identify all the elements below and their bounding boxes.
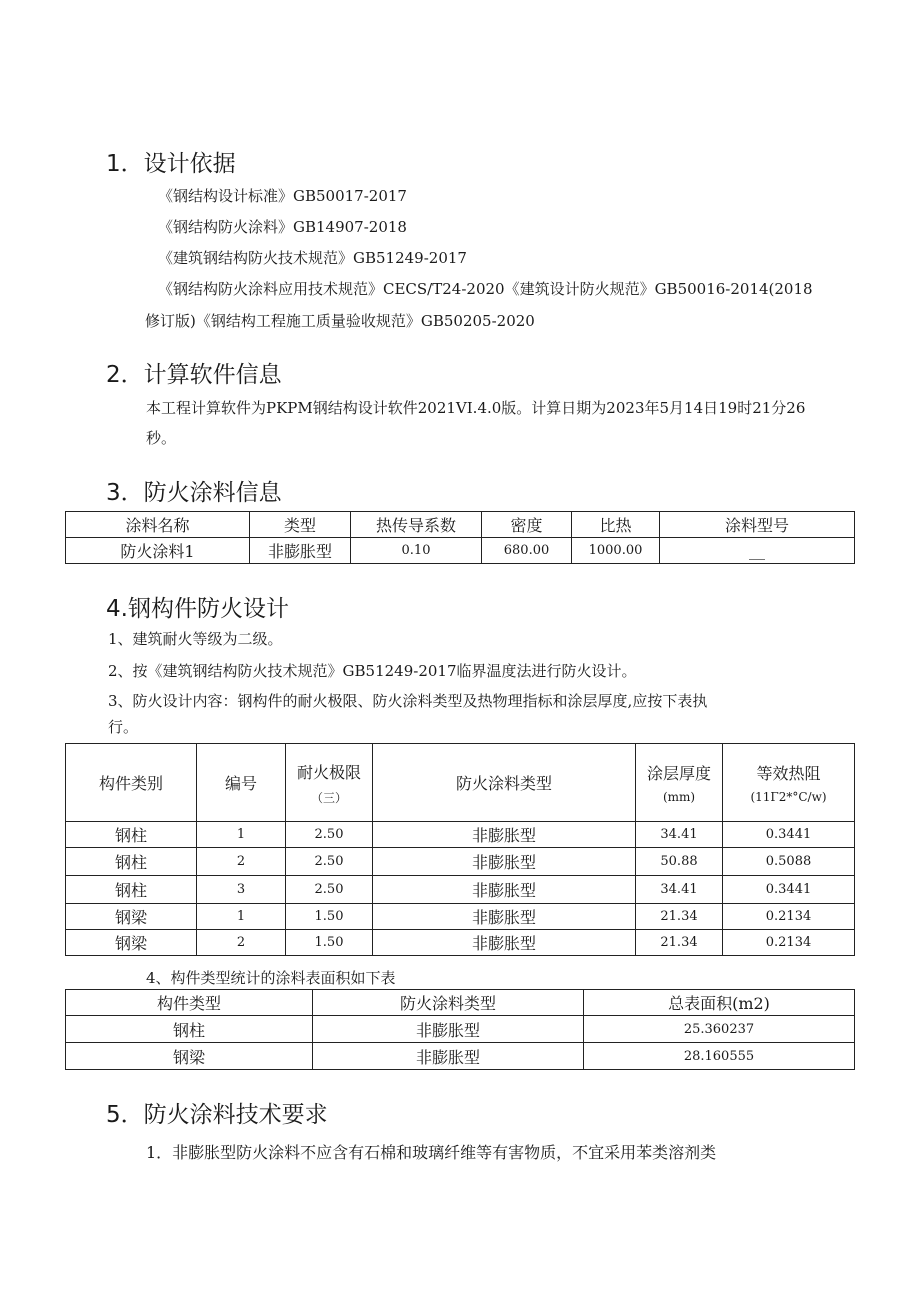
table-cell: 非膨胀型	[373, 876, 636, 904]
reference-item: 修订版)《钢结构工程施工质量验收规范》GB50205-2020	[145, 312, 535, 330]
section-4-heading: 4.钢构件防火设计	[106, 596, 289, 622]
header-text: 等效热阻	[756, 764, 821, 783]
reference-item: 《钢结构设计标准》GB50017-2017	[158, 187, 407, 205]
design-item: 4、构件类型统计的涂料表面积如下表	[146, 969, 396, 987]
table-header-cell: 构件类型	[66, 990, 313, 1016]
design-item: 1、建筑耐火等级为二级。	[108, 630, 283, 648]
table-cell: 21.34	[636, 904, 723, 930]
table-cell: 1.50	[286, 904, 373, 930]
table-cell: 钢梁	[66, 1043, 313, 1070]
member-design-table	[65, 743, 855, 956]
table-row	[66, 1043, 855, 1070]
design-item: 行。	[108, 718, 139, 736]
tech-requirement-line: 1．非膨胀型防火涂料不应含有石棉和玻璃纤维等有害物质，不宜采用苯类溶剂类	[146, 1143, 717, 1162]
table-cell: 钢柱	[66, 1016, 313, 1043]
table-header-cell: 编号	[197, 744, 286, 822]
table-cell: 0.2134	[723, 904, 855, 930]
table-cell: 0.3441	[723, 876, 855, 904]
header-text: 涂层厚度	[646, 764, 711, 783]
table-header-cell: 类型	[250, 512, 351, 538]
table-header-cell: 防火涂料类型	[313, 990, 584, 1016]
table-cell: 0.3441	[723, 822, 855, 848]
header-unit: (mm)	[662, 790, 696, 804]
table-cell: 2.50	[286, 848, 373, 876]
table-cell: 钢柱	[66, 822, 197, 848]
table-cell: 1	[197, 822, 286, 848]
table-row	[66, 538, 855, 564]
table-cell: 0.10	[351, 538, 482, 564]
table-header-cell: 总表面积(m2)	[584, 990, 855, 1016]
table-cell: 非膨胀型	[373, 822, 636, 848]
table-row	[66, 904, 855, 930]
table-cell: 钢柱	[66, 876, 197, 904]
table-cell: 非膨胀型	[373, 930, 636, 956]
table-row	[66, 930, 855, 956]
table-row	[66, 848, 855, 876]
design-item: 3、防火设计内容：钢构件的耐火极限、防火涂料类型及热物理指标和涂层厚度,应按下表执	[108, 692, 708, 710]
table-cell: 1000.00	[572, 538, 660, 564]
reference-item: 《钢结构防火涂料》GB14907-2018	[158, 218, 407, 236]
reference-item: 《建筑钢结构防火技术规范》GB51249-2017	[158, 249, 467, 267]
table-cell: 34.41	[636, 822, 723, 848]
table-cell: 非膨胀型	[250, 538, 351, 564]
section-1-heading: 1．设计依据	[106, 151, 236, 177]
table-header-cell	[636, 744, 723, 822]
table-cell: 非膨胀型	[373, 904, 636, 930]
header-unit: （三）	[310, 790, 347, 805]
table-header-cell: 防火涂料类型	[373, 744, 636, 822]
table-header-cell	[723, 744, 855, 822]
table-cell: 34.41	[636, 876, 723, 904]
design-item: 2、按《建筑钢结构防火技术规范》GB51249-2017临界温度法进行防火设计。	[108, 662, 637, 680]
table-cell: 680.00	[482, 538, 572, 564]
table-header-cell: 涂料型号	[660, 512, 855, 538]
table-row	[66, 822, 855, 848]
software-info-line: 秒。	[146, 429, 177, 447]
table-cell: 1	[197, 904, 286, 930]
table-cell: 钢梁	[66, 930, 197, 956]
header-unit: (11Γ2*°C/w)	[750, 790, 827, 804]
table-cell: 2	[197, 930, 286, 956]
header-text: 耐火极限	[296, 762, 361, 782]
section-5-heading: 5．防火涂料技术要求	[106, 1102, 328, 1128]
table-cell: 21.34	[636, 930, 723, 956]
table-cell: 2	[197, 848, 286, 876]
table-header-row	[66, 744, 855, 822]
table-cell: 非膨胀型	[373, 848, 636, 876]
table-header-cell: 热传导系数	[351, 512, 482, 538]
table-cell: 1.50	[286, 930, 373, 956]
table-header-cell: 比热	[572, 512, 660, 538]
table-header-cell: 涂料名称	[66, 512, 250, 538]
table-header-row	[66, 512, 855, 538]
table-cell: 2.50	[286, 822, 373, 848]
table-cell: 2.50	[286, 876, 373, 904]
reference-item: 《钢结构防火涂料应用技术规范》CECS/T24-2020《建筑设计防火规范》GB50016-2014(2018	[158, 280, 813, 298]
table-cell: 钢梁	[66, 904, 197, 930]
table-cell: 3	[197, 876, 286, 904]
table-cell: 非膨胀型	[313, 1043, 584, 1070]
surface-area-table	[65, 989, 855, 1070]
table-header-row	[66, 990, 855, 1016]
table-cell: 0.5088	[723, 848, 855, 876]
table-cell: 0.2134	[723, 930, 855, 956]
table-row	[66, 876, 855, 904]
table-cell: 25.360237	[584, 1016, 855, 1043]
table-cell: __	[660, 538, 855, 564]
table-header-cell	[286, 744, 373, 822]
table-cell: 非膨胀型	[313, 1016, 584, 1043]
table-cell: 钢柱	[66, 848, 197, 876]
table-cell: 防火涂料1	[66, 538, 250, 564]
table-cell: 28.160555	[584, 1043, 855, 1070]
table-cell: 50.88	[636, 848, 723, 876]
table-header-cell: 密度	[482, 512, 572, 538]
coating-info-table	[65, 511, 855, 564]
table-header-cell: 构件类别	[66, 744, 197, 822]
table-row	[66, 1016, 855, 1043]
software-info-line: 本工程计算软件为PKPM钢结构设计软件2021VI.4.0版。计算日期为2023年5月14日19时21分26	[146, 399, 806, 417]
section-2-heading: 2．计算软件信息	[106, 362, 282, 388]
section-3-heading: 3．防火涂料信息	[106, 480, 282, 506]
